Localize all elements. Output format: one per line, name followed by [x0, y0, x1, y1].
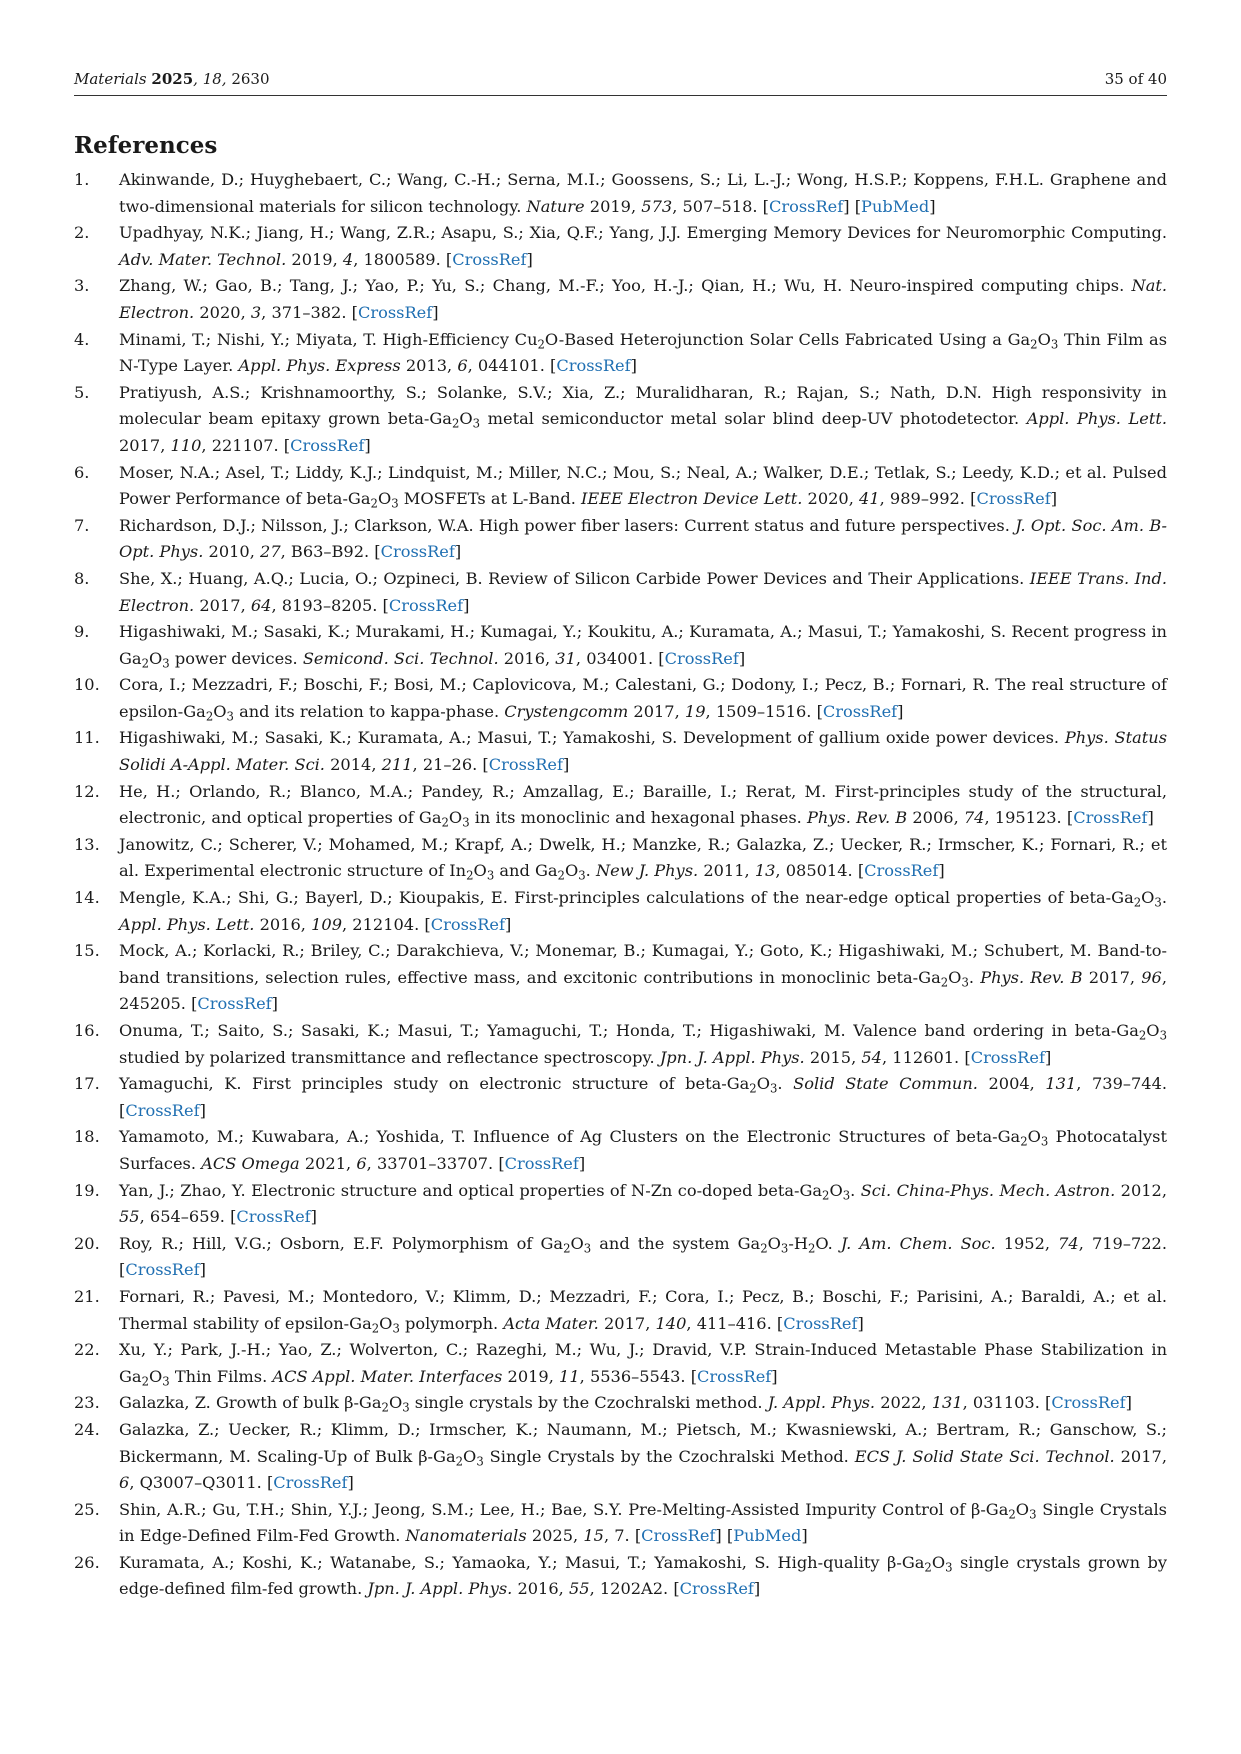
pubmed-link[interactable]: PubMed	[733, 1526, 802, 1546]
reference-volume: 140	[655, 1313, 687, 1333]
reference-journal: IEEE Trans. Ind. Electron.	[119, 568, 1167, 615]
reference-year: 2017	[1088, 967, 1130, 987]
reference-pages: Q3007–Q3011.	[139, 1473, 262, 1493]
reference-item: 3. Zhang, W.; Gao, B.; Tang, J.; Yao, P.; Yu, S.; Chang, M.-F.; Yoo, H.-J.; Qian, H.; Wu, H. Neuro-inspired computing chips. Nat. Electron. 2020, 3, 371–382. [CrossRef]	[74, 273, 1167, 326]
reference-year: 2019	[507, 1366, 549, 1386]
crossref-link[interactable]: CrossRef	[452, 249, 527, 269]
reference-pages: 33701–33707.	[376, 1153, 494, 1173]
reference-year: 2010	[208, 542, 250, 562]
reference-number: 19.	[74, 1180, 100, 1200]
crossref-link[interactable]: CrossRef	[388, 595, 464, 615]
reference-pages: 7.	[614, 1526, 630, 1546]
crossref-link[interactable]: CrossRef	[783, 1313, 858, 1333]
reference-volume: 15	[583, 1526, 604, 1546]
reference-volume: 55	[568, 1579, 590, 1599]
reference-text: Pratiyush, A.S.; Krishnamoorthy, S.; Solanke, S.V.; Xia, Z.; Muralidharan, R.; Rajan, S.; Nath, D.N. High responsivity in molecular beam epitaxy grown beta-$Ga_2O_3$ metal semiconductor metal solar blind deep-UV photodetector.	[119, 382, 1167, 431]
reference-pages: 739–744.	[1091, 1074, 1168, 1094]
crossref-link[interactable]: CrossRef	[1051, 1393, 1126, 1413]
reference-volume: 110	[170, 435, 202, 455]
crossref-link[interactable]: CrossRef	[697, 1366, 772, 1386]
reference-volume: 11	[559, 1366, 580, 1386]
reference-item: 23. Galazka, Z. Growth of bulk $\beta-Ga_2O_3$ single crystals by the Czochralski method. J. Appl. Phys. 2022, 131, 031103. [CrossRef]	[74, 1390, 1167, 1417]
reference-number: 16.	[74, 1021, 100, 1040]
reference-pages: 195123.	[994, 808, 1062, 828]
reference-text: He, H.; Orlando, R.; Blanco, M.A.; Pandey, R.; Amzallag, E.; Baraille, I.; Rerat, M. First-principles study of the structural, electronic, and optical properties of $Ga_2O_3$ in its monoclinic and hexagonal phases.	[119, 781, 1167, 830]
reference-item: 14. Mengle, K.A.; Shi, G.; Bayerl, D.; Kioupakis, E. First-principles calculations of the near-edge optical properties of beta-$Ga_2O_3$. Appl. Phys. Lett. 2016, 109, 212104. [CrossRef]	[74, 885, 1167, 938]
reference-text: Kuramata, A.; Koshi, K.; Watanabe, S.; Yamaoka, Y.; Masui, T.; Yamakoshi, S. High-quality $\beta-Ga_2O_3$ single crystals grown by edge-defined film-fed growth.	[119, 1552, 1167, 1599]
reference-item: 12. He, H.; Orlando, R.; Blanco, M.A.; Pandey, R.; Amzallag, E.; Baraille, I.; Rerat, M. First-principles study of the structural, electronic, and optical properties of $Ga_2O_3$ in its monoclinic and hexagonal phases. Phys. Rev. B 2006, 74, 195123. [CrossRef]	[74, 779, 1167, 832]
reference-volume: 27	[260, 542, 281, 562]
reference-year: 2016	[517, 1579, 559, 1599]
reference-text: Cora, I.; Mezzadri, F.; Boschi, F.; Bosi, M.; Caplovicova, M.; Calestani, G.; Dodony, I.; Pecz, B.; Fornari, R. The real structure of epsilon-$Ga_2O_3$ and its relation to kappa-phase.	[119, 675, 1167, 724]
reference-pages: 719–722.	[1091, 1233, 1167, 1253]
reference-number: 11.	[74, 728, 100, 748]
reference-text: Higashiwaki, M.; Sasaki, K.; Kuramata, A.; Masui, T.; Yamakoshi, S. Development of gallium oxide power devices.	[119, 728, 1065, 748]
reference-number: 15.	[74, 941, 100, 961]
reference-text: Yamaguchi, K. First principles study on electronic structure of beta-$Ga_2O_3$.	[119, 1074, 794, 1096]
reference-pages: 085014.	[785, 861, 853, 881]
reference-volume: 74	[963, 808, 985, 828]
reference-item: 17. Yamaguchi, K. First principles study on electronic structure of beta-$Ga_2O_3$. Solid State Commun. 2004, 131, 739–744. [CrossRef]	[74, 1071, 1167, 1124]
crossref-link[interactable]: CrossRef	[488, 755, 563, 775]
reference-text: Minami, T.; Nishi, Y.; Miyata, T. High-Efficiency $Cu_2O$-Based Heterojunction Solar Cells Fabricated Using a $Ga_2O_3$ Thin Film as N-Type Layer.	[119, 329, 1168, 376]
crossref-link[interactable]: CrossRef	[197, 994, 272, 1014]
reference-pages: 371–382.	[271, 302, 347, 322]
reference-number: 4.	[74, 329, 90, 349]
reference-year: 2020	[199, 302, 241, 322]
reference-journal: Nature	[526, 196, 585, 216]
reference-volume: 573	[641, 196, 673, 216]
reference-journal: IEEE Electron Device Lett.	[581, 489, 803, 509]
reference-item: 25. Shin, A.R.; Gu, T.H.; Shin, Y.J.; Jeong, S.M.; Lee, H.; Bae, S.Y. Pre-Melting-Assisted Impurity Control of $\beta-Ga_2O_3$ Single Crystals in Edge-Defined Film-Fed Growth. Nanomaterials 2025, 15, 7. [CrossRef] [PubMed]	[74, 1497, 1167, 1550]
reference-volume: 131	[1045, 1074, 1077, 1094]
reference-item: 6. Moser, N.A.; Asel, T.; Liddy, K.J.; Lindquist, M.; Miller, N.C.; Mou, S.; Neal, A.; Walker, D.E.; Tetlak, S.; Leedy, K.D.; et al. Pulsed Power Performance of beta-$Ga_2O_3$ MOSFETs at L-Band. IEEE Electron Device Lett. 2020, 41, 989–992. [CrossRef]	[74, 460, 1167, 513]
reference-pages: 1202A2.	[599, 1579, 669, 1599]
reference-year: 2017	[1120, 1446, 1162, 1466]
reference-number: 26.	[74, 1552, 100, 1572]
reference-number: 18.	[74, 1127, 100, 1147]
reference-journal: Phys. Rev. B	[980, 967, 1083, 987]
reference-item: 10. Cora, I.; Mezzadri, F.; Boschi, F.; Bosi, M.; Caplovicova, M.; Calestani, G.; Dodony, I.; Pecz, B.; Fornari, R. The real structure of epsilon-$Ga_2O_3$ and its relation to kappa-phase. Crystengcomm 2017, 19, 1509–1516. [CrossRef]	[74, 672, 1167, 725]
reference-list	[74, 167, 1167, 1603]
reference-year: 1952	[1003, 1233, 1045, 1253]
running-header	[74, 70, 1167, 96]
crossref-link[interactable]: CrossRef	[664, 648, 739, 668]
reference-item: 18. Yamamoto, M.; Kuwabara, A.; Yoshida, T. Influence of Ag Clusters on the Electronic Structures of beta-$Ga_2O_3$ Photocatalyst Surfaces. ACS Omega 2021, 6, 33701–33707. [CrossRef]	[74, 1124, 1167, 1177]
reference-number: 8.	[74, 568, 90, 588]
reference-year: 2016	[503, 648, 545, 668]
reference-number: 24.	[74, 1419, 100, 1439]
pubmed-link[interactable]: PubMed	[861, 196, 930, 216]
reference-year: 2006	[912, 808, 954, 828]
reference-year: 2015	[809, 1047, 852, 1067]
reference-volume: 6	[457, 356, 468, 376]
reference-year: 2014	[330, 755, 372, 775]
reference-volume: 54	[861, 1047, 882, 1067]
reference-year: 2004	[988, 1074, 1030, 1094]
reference-volume: 64	[250, 595, 272, 615]
reference-journal: Nanomaterials	[405, 1526, 527, 1546]
crossref-link[interactable]: CrossRef	[430, 914, 505, 934]
reference-volume: 131	[931, 1393, 963, 1413]
reference-text: Richardson, D.J.; Nilsson, J.; Clarkson, W.A. High power fiber lasers: Current status and future perspectives.	[119, 515, 1016, 535]
reference-number: 12.	[74, 781, 100, 801]
crossref-link[interactable]: CrossRef	[970, 1047, 1045, 1067]
reference-year: 2016	[259, 914, 301, 934]
crossref-link[interactable]: CrossRef	[679, 1579, 754, 1599]
reference-number: 14.	[74, 888, 100, 908]
reference-item: 15. Mock, A.; Korlacki, R.; Briley, C.; Darakchieva, V.; Monemar, B.; Kumagai, Y.; Goto, K.; Higashiwaki, M.; Schubert, M. Band-to-band transitions, selection rules, effective mass, and excitonic contributions in monoclinic beta-$Ga_2O_3$. Phys. Rev. B 2017, 96, 245205. [CrossRef]	[74, 938, 1167, 1018]
crossref-link[interactable]: CrossRef	[769, 196, 844, 216]
reference-year: 2017	[604, 1313, 646, 1333]
reference-pages: 507–518.	[682, 196, 758, 216]
reference-pages: 031103.	[972, 1393, 1040, 1413]
reference-text: Roy, R.; Hill, V.G.; Osborn, E.F. Polymorphism of $Ga_2O_3$ and the system $Ga_2O_3-H_2O$.	[119, 1233, 841, 1256]
reference-text: Akinwande, D.; Huyghebaert, C.; Wang, C.-H.; Serna, M.I.; Goossens, S.; Li, L.-J.; Wong, H.S.P.; Koppens, F.H.L. Graphene and two-dimensional materials for silicon technology.	[119, 170, 1167, 216]
reference-journal: ECS J. Solid State Sci. Technol.	[854, 1446, 1115, 1466]
reference-journal: Semicond. Sci. Technol.	[302, 648, 499, 668]
reference-item: 22. Xu, Y.; Park, J.-H.; Yao, Z.; Wolverton, C.; Razeghi, M.; Wu, J.; Dravid, V.P. Strain-Induced Metastable Phase Stabilization in $Ga_2O_3$ Thin Films. ACS Appl. Mater. Interfaces 2019, 11, 5536–5543. [CrossRef]	[74, 1337, 1167, 1390]
reference-volume: 6	[119, 1473, 130, 1493]
reference-number: 25.	[74, 1499, 100, 1519]
reference-volume: 96	[1141, 967, 1162, 987]
reference-item: 21. Fornari, R.; Pavesi, M.; Montedoro, V.; Klimm, D.; Mezzadri, F.; Cora, I.; Pecz, B.; Boschi, F.; Parisini, A.; Baraldi, A.; et al. Thermal stability of epsilon-$Ga_2O_3$ polymorph. Acta Mater. 2017, 140, 411–416. [CrossRef]	[74, 1284, 1167, 1337]
reference-year: 2013	[405, 356, 448, 376]
reference-journal: Jpn. J. Appl. Phys.	[659, 1047, 805, 1067]
reference-journal: J. Opt. Soc. Am. B-Opt. Phys.	[119, 515, 1167, 562]
reference-volume: 19	[684, 701, 706, 721]
reference-volume: 13	[754, 861, 776, 881]
reference-item: 20. Roy, R.; Hill, V.G.; Osborn, E.F. Polymorphism of $Ga_2O_3$ and the system $Ga_2O_3-H_2O$. J. Am. Chem. Soc. 1952, 74, 719–722. [CrossRef]	[74, 1231, 1167, 1284]
reference-number: 23.	[74, 1393, 100, 1413]
reference-number: 3.	[74, 276, 90, 296]
reference-number: 21.	[74, 1286, 100, 1306]
reference-volume: 6	[356, 1153, 367, 1173]
reference-year: 2020	[807, 489, 849, 509]
page-number: 35 of 40	[1104, 70, 1167, 88]
crossref-link[interactable]: CrossRef	[125, 1260, 200, 1280]
reference-journal: Appl. Phys. Express	[238, 356, 401, 376]
reference-journal: Sci. China-Phys. Mech. Astron.	[860, 1180, 1116, 1200]
page	[74, 70, 1167, 1603]
reference-text: Moser, N.A.; Asel, T.; Liddy, K.J.; Lindquist, M.; Miller, N.C.; Mou, S.; Neal, A.; Walker, D.E.; Tetlak, S.; Leedy, K.D.; et al. Pulsed Power Performance of beta-$Ga_2O_3$ MOSFETs at L-Band.	[119, 462, 1167, 511]
reference-text: Galazka, Z. Growth of bulk $\beta-Ga_2O_3$ single crystals by the Czochralski method.	[119, 1393, 768, 1415]
reference-number: 13.	[74, 834, 100, 854]
reference-volume: 55	[119, 1207, 140, 1227]
reference-item: 5. Pratiyush, A.S.; Krishnamoorthy, S.; Solanke, S.V.; Xia, Z.; Muralidharan, R.; Rajan, S.; Nath, D.N. High responsivity in molecular beam epitaxy grown beta-$Ga_2O_3$ metal semiconductor metal solar blind deep-UV photodetector. Appl. Phys. Lett. 2017, 110, 221107. [CrossRef]	[74, 380, 1167, 460]
reference-text: Xu, Y.; Park, J.-H.; Yao, Z.; Wolverton, C.; Razeghi, M.; Wu, J.; Dravid, V.P. Strain-Induced Metastable Phase Stabilization in $Ga_2O_3$ Thin Films.	[119, 1340, 1167, 1388]
reference-year: 2022	[880, 1393, 922, 1413]
reference-journal: ACS Appl. Mater. Interfaces	[272, 1366, 503, 1386]
reference-pages: B63–B92.	[290, 542, 370, 562]
crossref-link[interactable]: CrossRef	[504, 1153, 579, 1173]
reference-journal: Jpn. J. Appl. Phys.	[367, 1579, 513, 1599]
section-title: References	[74, 132, 218, 159]
crossref-link[interactable]: CrossRef	[1073, 808, 1148, 828]
crossref-link[interactable]: CrossRef	[976, 489, 1051, 509]
reference-pages: 044101.	[477, 356, 545, 376]
reference-journal: Phys. Rev. B	[806, 808, 908, 828]
reference-item: 19. Yan, J.; Zhao, Y. Electronic structure and optical properties of N-Zn co-doped beta-$Ga_2O_3$. Sci. China-Phys. Mech. Astron. 2012, 55, 654–659. [CrossRef]	[74, 1178, 1167, 1231]
reference-text: Higashiwaki, M.; Sasaki, K.; Murakami, H.; Kumagai, Y.; Koukitu, A.; Kuramata, A.; Masui, T.; Yamakoshi, S. Recent progress in $Ga_2O_3$ power devices.	[119, 622, 1167, 670]
reference-number: 5.	[74, 382, 90, 402]
reference-year: 2012	[1120, 1180, 1162, 1200]
reference-number: 20.	[74, 1233, 100, 1253]
reference-journal: Nat. Electron.	[119, 276, 1167, 322]
reference-year: 2017	[633, 701, 675, 721]
reference-number: 1.	[74, 170, 90, 189]
crossref-link[interactable]: CrossRef	[236, 1207, 311, 1227]
reference-number: 7.	[74, 515, 90, 535]
reference-year: 2019	[589, 196, 631, 216]
reference-volume: 3	[250, 302, 262, 322]
reference-pages: 1800589.	[363, 249, 441, 269]
reference-journal: Crystengcomm	[504, 701, 629, 721]
reference-volume: 4	[342, 249, 354, 269]
reference-number: 6.	[74, 462, 90, 482]
crossref-link[interactable]: CrossRef	[556, 356, 631, 376]
reference-journal: New J. Phys.	[595, 861, 699, 881]
reference-journal: Phys. Status Solidi A-Appl. Mater. Sci.	[119, 728, 1167, 775]
reference-number: 10.	[74, 675, 100, 695]
reference-journal: Appl. Phys. Lett.	[119, 914, 255, 934]
reference-year: 2019	[291, 249, 333, 269]
reference-text: She, X.; Huang, A.Q.; Lucia, O.; Ozpineci, B. Review of Silicon Carbide Power Devices and Their Applications.	[119, 568, 1030, 588]
reference-text: Galazka, Z.; Uecker, R.; Klimm, D.; Irmscher, K.; Naumann, M.; Pietsch, M.; Kwasniewski, A.; Bertram, R.; Ganschow, S.; Bickermann, M. Scaling-Up of Bulk $\beta-Ga_2O_3$ Single Crystals by the Czochralski Method.	[119, 1419, 1167, 1468]
reference-pages: 654–659.	[149, 1207, 225, 1227]
reference-item: 11. Higashiwaki, M.; Sasaki, K.; Kuramata, A.; Masui, T.; Yamakoshi, S. Development of gallium oxide power devices. Phys. Status Solidi A-Appl. Mater. Sci. 2014, 211, 21–26. [CrossRef]	[74, 725, 1167, 778]
reference-item: 9. Higashiwaki, M.; Sasaki, K.; Murakami, H.; Kumagai, Y.; Koukitu, A.; Kuramata, A.; Masui, T.; Yamakoshi, S. Recent progress in $Ga_2O_3$ power devices. Semicond. Sci. Technol. 2016, 31, 034001. [CrossRef]	[74, 619, 1167, 672]
crossref-link[interactable]: CrossRef	[641, 1526, 716, 1546]
reference-item: 4. Minami, T.; Nishi, Y.; Miyata, T. High-Efficiency $Cu_2O$-Based Heterojunction Solar Cells Fabricated Using a $Ga_2O_3$ Thin Film as N-Type Layer. Appl. Phys. Express 2013, 6, 044101. [CrossRef]	[74, 327, 1167, 380]
reference-pages: 21–26.	[422, 755, 478, 775]
reference-journal: J. Am. Chem. Soc.	[840, 1233, 996, 1253]
reference-text: Yan, J.; Zhao, Y. Electronic structure and optical properties of N-Zn co-doped beta-$Ga_2O_3$.	[119, 1180, 861, 1202]
reference-volume: 109	[311, 914, 342, 934]
reference-pages: 212104.	[352, 914, 420, 934]
crossref-link[interactable]: CrossRef	[125, 1100, 200, 1120]
reference-pages: 411–416.	[696, 1313, 772, 1333]
reference-item: 26. Kuramata, A.; Koshi, K.; Watanabe, S.; Yamaoka, Y.; Masui, T.; Yamakoshi, S. High-quality $\beta-Ga_2O_3$ single crystals grown by edge-defined film-fed growth. Jpn. J. Appl. Phys. 2016, 55, 1202A2. [CrossRef]	[74, 1550, 1167, 1603]
journal-citation: Materials 2025, 18, 2630	[74, 70, 270, 88]
reference-number: 22.	[74, 1340, 100, 1360]
reference-item: 16. Onuma, T.; Saito, S.; Sasaki, K.; Masui, T.; Yamaguchi, T.; Honda, T.; Higashiwaki, M. Valence band ordering in beta-$Ga_2O_3$ studied by polarized transmittance and reflectance spectroscopy. Jpn. J. Appl. Phys. 2015, 54, 112601. [CrossRef]	[74, 1018, 1167, 1071]
reference-journal: J. Appl. Phys.	[767, 1393, 876, 1413]
reference-pages: 8193–8205.	[281, 595, 378, 615]
reference-volume: 211	[381, 755, 413, 775]
crossref-link[interactable]: CrossRef	[273, 1473, 348, 1493]
crossref-link[interactable]: CrossRef	[290, 435, 365, 455]
reference-journal: Solid State Commun.	[793, 1074, 978, 1094]
reference-item: 8. She, X.; Huang, A.Q.; Lucia, O.; Ozpineci, B. Review of Silicon Carbide Power Devices and Their Applications. IEEE Trans. Ind. Electron. 2017, 64, 8193–8205. [CrossRef]	[74, 566, 1167, 619]
reference-journal: Acta Mater.	[503, 1313, 599, 1333]
reference-pages: 989–992.	[889, 489, 965, 509]
reference-year: 2017	[119, 435, 161, 455]
reference-year: 2021	[304, 1153, 347, 1173]
reference-text: Upadhyay, N.K.; Jiang, H.; Wang, Z.R.; Asapu, S.; Xia, Q.F.; Yang, J.J. Emerging Memory Devices for Neuromorphic Computing.	[119, 223, 1167, 243]
reference-text: Fornari, R.; Pavesi, M.; Montedoro, V.; Klimm, D.; Mezzadri, F.; Cora, I.; Pecz, B.; Boschi, F.; Parisini, A.; Baraldi, A.; et al. Thermal stability of epsilon-$Ga_2O_3$ polymorph.	[119, 1286, 1167, 1335]
reference-year: 2011	[703, 861, 745, 881]
reference-text: Shin, A.R.; Gu, T.H.; Shin, Y.J.; Jeong, S.M.; Lee, H.; Bae, S.Y. Pre-Melting-Assisted Impurity Control of $\beta-Ga_2O_3$ Single Crystals in Edge-Defined Film-Fed Growth.	[119, 1499, 1167, 1546]
crossref-link[interactable]: CrossRef	[822, 701, 898, 721]
reference-item: 13. Janowitz, C.; Scherer, V.; Mohamed, M.; Krapf, A.; Dwelk, H.; Manzke, R.; Galazka, Z.; Uecker, R.; Irmscher, K.; Fornari, R.; et al. Experimental electronic structure of $In_2O_3$ and $Ga_2O_3$. New J. Phys. 2011, 13, 085014. [CrossRef]	[74, 832, 1167, 885]
reference-item: 1. Akinwande, D.; Huyghebaert, C.; Wang, C.-H.; Serna, M.I.; Goossens, S.; Li, L.-J.; Wong, H.S.P.; Koppens, F.H.L. Graphene and two-dimensional materials for silicon technology. Nature 2019, 573, 507–518. [CrossRef] [PubMed]	[74, 167, 1167, 220]
reference-text: Onuma, T.; Saito, S.; Sasaki, K.; Masui, T.; Yamaguchi, T.; Honda, T.; Higashiwaki, M. Valence band ordering in beta-$Ga_2O_3$ studied by polarized transmittance and reflectance spectroscopy.	[119, 1021, 1167, 1067]
reference-volume: 41	[859, 489, 880, 509]
crossref-link[interactable]: CrossRef	[380, 542, 455, 562]
reference-journal: ACS Omega	[201, 1153, 300, 1173]
reference-item: 2. Upadhyay, N.K.; Jiang, H.; Wang, Z.R.; Asapu, S.; Xia, Q.F.; Yang, J.J. Emerging Memory Devices for Neuromorphic Computing. Adv. Mater. Technol. 2019, 4, 1800589. [CrossRef]	[74, 220, 1167, 273]
reference-pages: 112601.	[892, 1047, 960, 1067]
reference-pages: 5536–5543.	[589, 1366, 686, 1386]
reference-number: 2.	[74, 223, 90, 243]
reference-text: Zhang, W.; Gao, B.; Tang, J.; Yao, P.; Yu, S.; Chang, M.-F.; Yoo, H.-J.; Qian, H.; Wu, H. Neuro-inspired computing chips.	[119, 276, 1132, 296]
reference-number: 17.	[74, 1074, 100, 1094]
reference-year: 2017	[199, 595, 241, 615]
reference-item: 7. Richardson, D.J.; Nilsson, J.; Clarkson, W.A. High power fiber lasers: Current status and future perspectives. J. Opt. Soc. Am. B-Opt. Phys. 2010, 27, B63–B92. [CrossRef]	[74, 513, 1167, 566]
reference-year: 2025	[531, 1526, 574, 1546]
reference-text: Yamamoto, M.; Kuwabara, A.; Yoshida, T. Influence of Ag Clusters on the Electronic Structures of beta-$Ga_2O_3$ Photocatalyst Surfaces.	[119, 1127, 1167, 1173]
reference-journal: Appl. Phys. Lett.	[1026, 409, 1167, 429]
reference-number: 9.	[74, 622, 90, 642]
reference-text: Mengle, K.A.; Shi, G.; Bayerl, D.; Kioupakis, E. First-principles calculations of the near-edge optical properties of beta-$Ga_2O_3$.	[119, 888, 1167, 910]
reference-volume: 31	[555, 648, 576, 668]
reference-volume: 74	[1058, 1233, 1079, 1253]
reference-journal: Adv. Mater. Technol.	[119, 249, 287, 269]
crossref-link[interactable]: CrossRef	[864, 861, 939, 881]
reference-pages: 221107.	[211, 435, 279, 455]
reference-pages: 1509–1516.	[715, 701, 812, 721]
reference-pages: 245205.	[119, 994, 186, 1014]
reference-text: Mock, A.; Korlacki, R.; Briley, C.; Darakchieva, V.; Monemar, B.; Kumagai, Y.; Goto, K.; Higashiwaki, M.; Schubert, M. Band-to-band transitions, selection rules, effective mass, and excitonic contributions in monoclinic beta-$Ga_2O_3$.	[119, 941, 1167, 990]
reference-text: Janowitz, C.; Scherer, V.; Mohamed, M.; Krapf, A.; Dwelk, H.; Manzke, R.; Galazka, Z.; Uecker, R.; Irmscher, K.; Fornari, R.; et al. Experimental electronic structure of $In_2O_3$ and $Ga_2O_3$.	[119, 834, 1167, 883]
reference-pages: 034001.	[586, 648, 654, 668]
reference-item: 24. Galazka, Z.; Uecker, R.; Klimm, D.; Irmscher, K.; Naumann, M.; Pietsch, M.; Kwasniewski, A.; Bertram, R.; Ganschow, S.; Bickermann, M. Scaling-Up of Bulk $\beta-Ga_2O_3$ Single Crystals by the Czochralski Method. ECS J. Solid State Sci. Technol. 2017, 6, Q3007–Q3011. [CrossRef]	[74, 1417, 1167, 1497]
crossref-link[interactable]: CrossRef	[357, 302, 433, 322]
